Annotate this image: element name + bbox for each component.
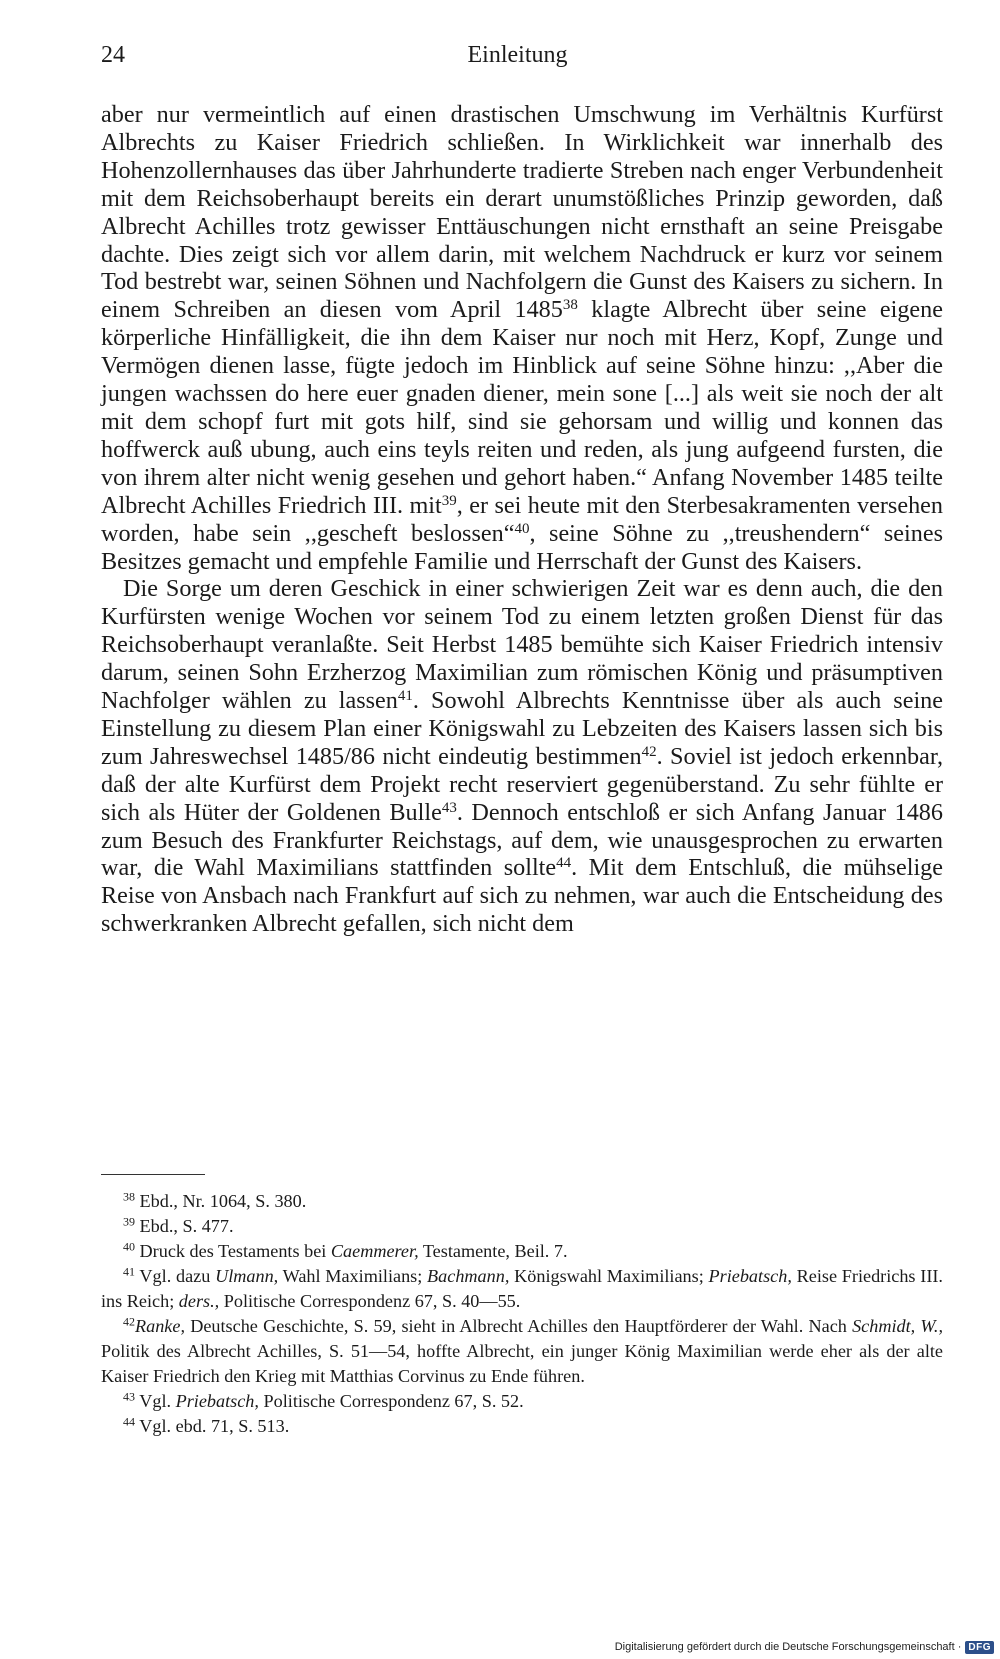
text-run: , seine Söhne zu ,,treushendern“ seines Besitzes gemacht und empfehle Familie und Herrschaft der Gunst des Kaisers. <box>101 519 943 575</box>
paragraph-2 <box>101 575 943 938</box>
text-run: . Sowohl Albrechts Kenntnisse über als auch seine Einstellung zu diesem Plan einer Königswahl zu Lebzeiten des Kaisers lassen sich bis zum Jahreswechsel 1485/86 nicht eindeutig bestimmen <box>101 687 943 770</box>
footnote-ref-38: 38 <box>562 297 578 314</box>
footnote-44 <box>101 1414 943 1439</box>
footnote-39 <box>101 1214 943 1239</box>
dfg-logo: DFG <box>965 1641 994 1654</box>
author-name: Ulmann, <box>215 1266 279 1286</box>
footnote-text: Wahl Maximilians; <box>278 1266 428 1286</box>
footnotes <box>101 1189 943 1439</box>
footnote-41 <box>101 1264 943 1314</box>
text-run: klagte Albrecht über seine eigene körperliche Hinfälligkeit, die ihn dem Kaiser nur noch mit Herz, Kopf, Zunge und Vermögen dienen lasse, fügte jedoch im Hinblick auf seine Söhne hinzu: ,,Aber die jungen wachssen do here euer gnaden diener, mein sone [...] als weit sie noch der alt mit dem schopf furt mit gots hilf, sind sie gehorsam und willig und konnen das hoffwerck auß ubung, auch eins teyls reiten und reden, als jung aufgeend fursten, die von ihrem alter nicht wenig gesehen und gehort haben.“ Anfang November 1485 teilte Albrecht Achilles Friedrich III. mit <box>101 296 943 519</box>
footnote-text: Druck des Testaments bei <box>135 1241 331 1261</box>
author-name: ders., <box>178 1291 220 1311</box>
text-run: . Soviel ist jedoch erkennbar, daß der alte Kurfürst dem Projekt recht reserviert gegenüberstand. Zu sehr fühlte er sich als Hüter der Goldenen Bulle <box>101 742 943 826</box>
footnote-text: Deutsche Geschichte, S. 59, sieht in Albrecht Achilles den Hauptförderer der Wahl. Nach <box>185 1316 853 1336</box>
footnote-text: Ebd., S. 477. <box>135 1216 234 1236</box>
running-title: Einleitung <box>467 42 568 68</box>
text-run: aber nur vermeintlich auf einen drastischen Umschwung im Verhältnis Kurfürst Albrechts zu Kaiser Friedrich schließen. In Wirklichkeit war innerhalb des Hohenzollernhauses das über Jahrhunderte tradierte Streben nach enger Verbundenheit mit dem Reichsoberhaupt bereits ein derart unumstößliches Prinzip geworden, daß Albrecht Achilles trotz gewisser Enttäuschungen nicht ernsthaft an seine Preisgabe dachte. Dies zeigt sich vor allem darin, mit welchem Nachdruck er kurz vor seinem Tod bestrebt war, seinen Söhnen und Nachfolgern die Gunst des Kaisers zu sichern. In einem Schreiben an diesen vom April 1485 <box>101 101 943 324</box>
author-name: Priebatsch, <box>708 1266 792 1286</box>
footnote-text: Reise Friedrichs III. ins Reich; <box>101 1266 943 1311</box>
page-number: 24 <box>101 42 125 68</box>
credit-text: Digitalisierung gefördert durch die Deutsche Forschungsgemeinschaft · <box>614 1641 962 1653</box>
footnote-ref-42: 42 <box>641 743 657 760</box>
footnote-40 <box>101 1239 943 1264</box>
footnote-divider <box>101 1174 205 1175</box>
footnote-text: Politische Correspondenz 67, S. 40—55. <box>219 1291 521 1311</box>
footnote-43 <box>101 1389 943 1414</box>
footnote-text: Vgl. <box>135 1391 176 1411</box>
text-run: . Dennoch entschloß er sich Anfang Januar 1486 zum Besuch des Frankfurter Reichstags, auf dem, wie unausgesprochen zu erwarten war, die Wahl Maximilians stattfinden sollte <box>101 798 943 882</box>
footnote-number: 41 <box>123 1264 135 1279</box>
footnote-text: Vgl. ebd. 71, S. 513. <box>135 1416 290 1436</box>
author-name: Bachmann, <box>427 1266 510 1286</box>
main-text <box>101 101 943 938</box>
author-name: Priebatsch, <box>175 1391 259 1411</box>
footnote-ref-43: 43 <box>441 799 457 816</box>
footnote-text: Ebd., Nr. 1064, S. 380. <box>135 1191 307 1211</box>
footnote-number: 40 <box>123 1239 135 1254</box>
footnote-text: Testamente, Beil. 7. <box>418 1241 568 1261</box>
footnote-38 <box>101 1189 943 1214</box>
footnote-ref-44: 44 <box>556 855 572 872</box>
footnote-ref-41: 41 <box>397 687 413 704</box>
page-header <box>101 42 934 82</box>
footnote-text: Königswahl Maximilians; <box>509 1266 709 1286</box>
footnote-number: 42 <box>123 1314 135 1329</box>
footnote-text: Vgl. dazu <box>135 1266 216 1286</box>
footnote-number: 43 <box>123 1389 135 1404</box>
text-run: , er sei heute mit den Sterbesakramenten versehen worden, habe sein ,,gescheft beslossen“ <box>101 491 944 547</box>
paragraph-1 <box>101 101 943 575</box>
footnote-ref-40: 40 <box>514 520 530 537</box>
author-name: Schmidt, W., <box>852 1316 944 1336</box>
text-run: . Mit dem Entschluß, die mühselige Reise von Ansbach nach Frankfurt auf sich zu nehmen, war auch die Entscheidung des schwerkranken Albrecht gefallen, sich nicht dem <box>101 854 943 938</box>
footnote-ref-39: 39 <box>441 492 457 509</box>
footnote-text: Politische Correspondenz 67, S. 52. <box>258 1391 524 1411</box>
footnote-42 <box>101 1314 943 1389</box>
author-name: Caemmerer, <box>330 1241 419 1261</box>
footnote-number: 38 <box>123 1189 135 1204</box>
footnote-number: 39 <box>123 1214 135 1229</box>
text-run: Die Sorge um deren Geschick in einer schwierigen Zeit war es denn auch, die den Kurfürsten wenige Wochen vor seinem Tod zu einem letzten großen Dienst für das Reichsoberhaupt veranlaßte. Seit Herbst 1485 bemühte sich Kaiser Friedrich intensiv darum, seinen Sohn Erzherzog Maximilian zum römischen König und präsumptiven Nachfolger wählen zu lassen <box>101 575 943 715</box>
footnote-text: Politik des Albrecht Achilles, S. 51—54, hoffte Albrecht, ein junger König Maximilian werde eher als der alte Kaiser Friedrich den Krieg mit Matthias Corvinus zu Ende führen. <box>101 1341 943 1386</box>
digitization-credit <box>605 1635 1000 1659</box>
footnote-number: 44 <box>123 1414 135 1429</box>
author-name: Ranke, <box>135 1316 185 1336</box>
